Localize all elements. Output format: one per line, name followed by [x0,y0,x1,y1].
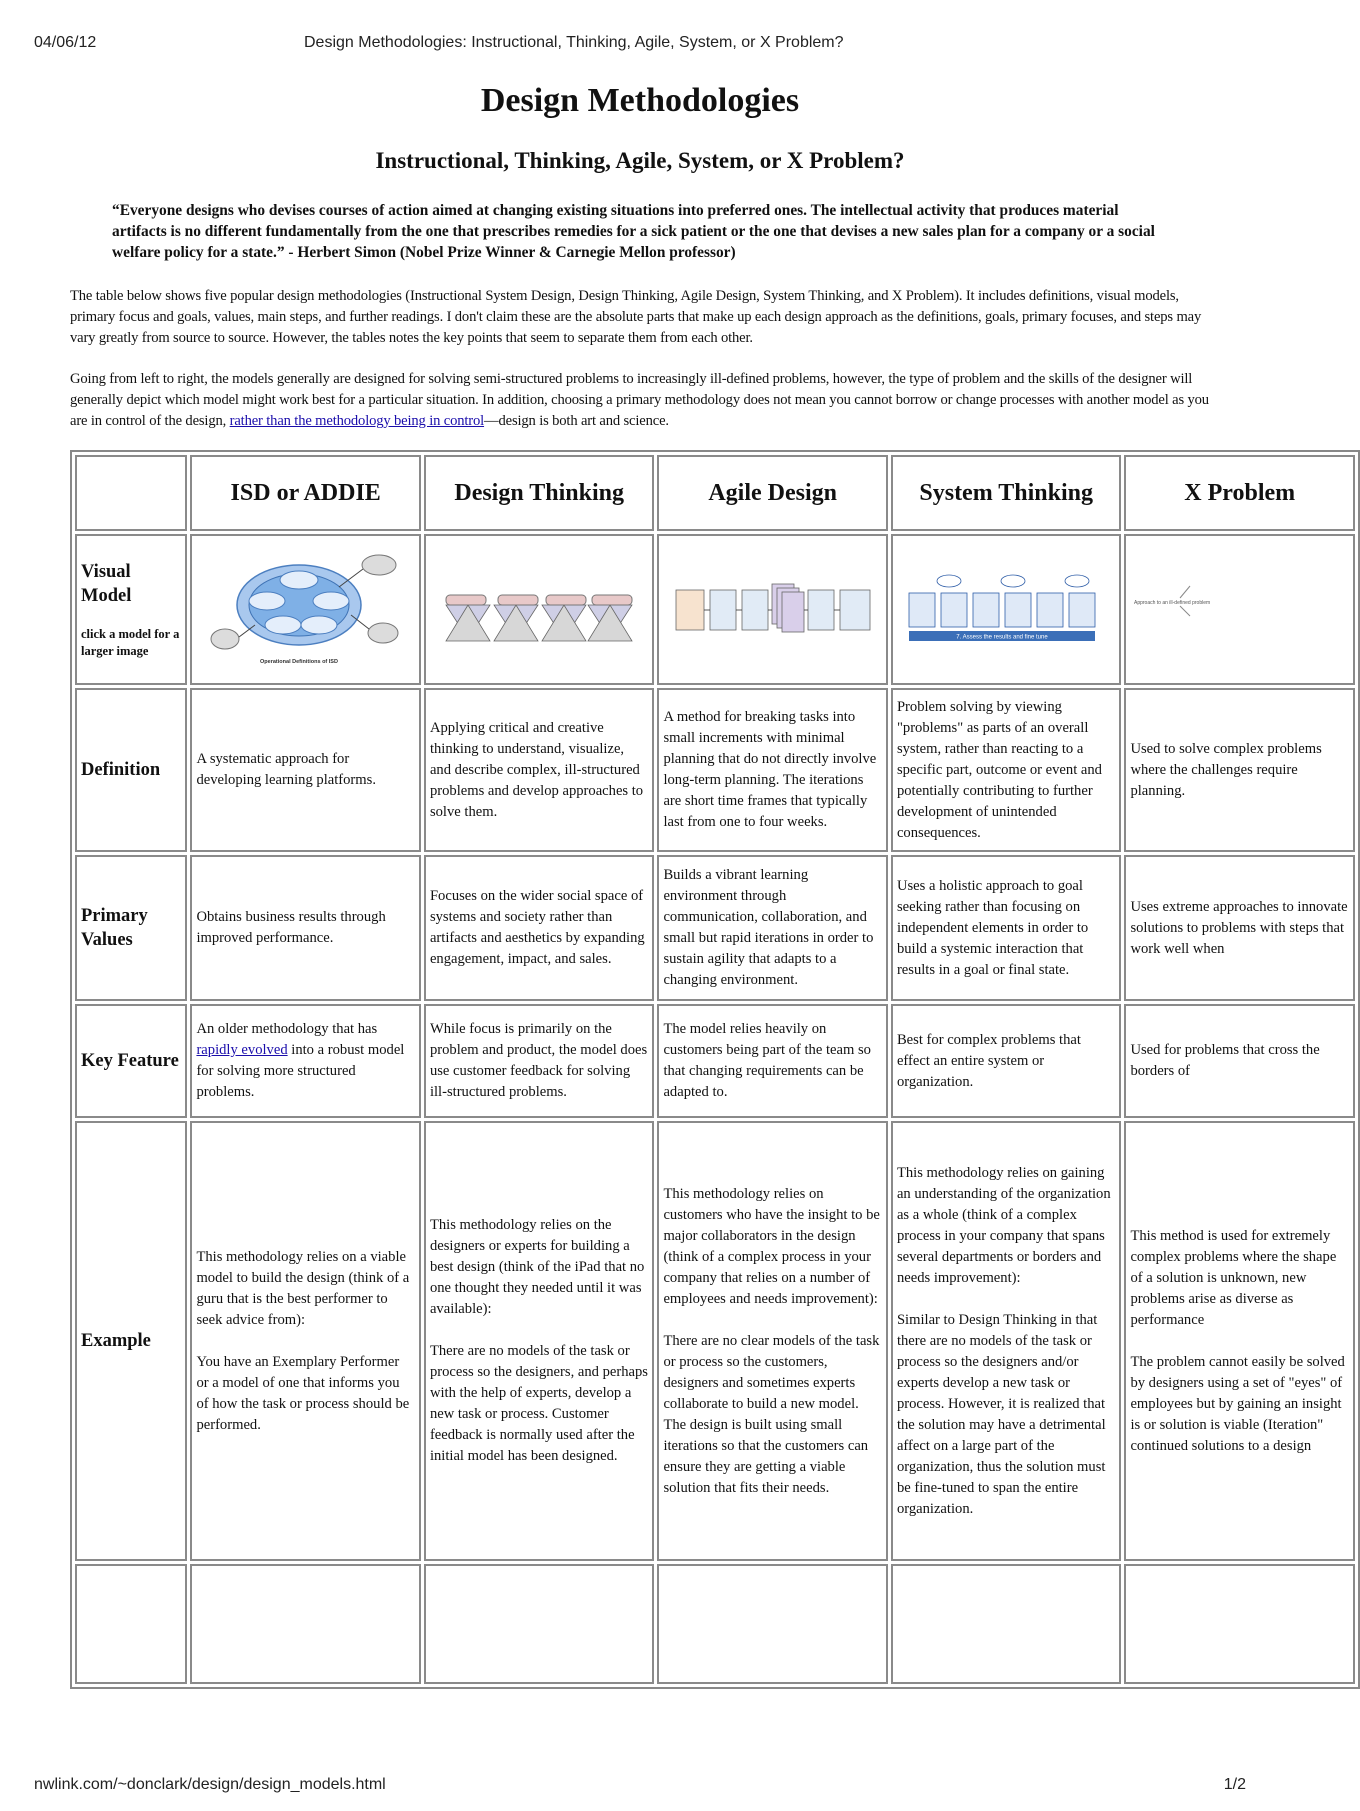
example-agile [657,1121,888,1561]
key-feature-isd-tail: into a robust model for solving more structured problems. [196,1042,405,1100]
isd-model-cell[interactable] [190,534,421,685]
page-subtitle: Instructional, Thinking, Agile, System, or X Problem? [375,148,905,173]
key-feature-design-thinking: While focus is primarily on the problem and product, the model does use customer feedback for solving ill-structured problems. [424,1004,655,1118]
key-feature-row [75,1004,1355,1118]
design-thinking-model-image[interactable] [442,575,637,645]
key-feature-isd [190,1004,421,1118]
print-page-title: Design Methodologies: Instructional, Thinking, Agile, System, or X Problem? [304,34,844,51]
system-thinking-model-image[interactable] [907,571,1105,649]
key-feature-label: Key Feature [75,1004,187,1118]
example-agile-p1: This methodology relies on customers who have the insight to be major collaborators in the design (think of a complex process in your company that relies on a number of employees and needs improvement): [663,1185,880,1307]
example-isd [190,1121,421,1561]
intro-paragraph-1: The table below shows five popular design methodologies (Instructional System Design, Design Thinking, Agile Design, System Thinking, and X Problem). It includes definitions, visual models, primary focus and goals, values, main steps, and further readings. I don't claim these are the absolute parts that make up each design approach as the definitions, goals, primary focuses, and steps may vary greatly from source to source. However, the tables notes the key points that seem to separate them from each other. [70,288,1202,346]
x-problem-model-image[interactable] [1130,576,1211,636]
simon-quote: “Everyone designs who devises courses of action aimed at changing existing situations into preferred ones. The intellectual activity that produces material artifacts is no different fundamentally from the one that prescribes remedies for a sick patient or the one that devises a new sales plan for a company or a social welfare policy for a state.” - Herbert Simon (Nobel Prize Winner & Carnegie Mellon professor) [112,202,1155,261]
example-design-thinking [424,1121,655,1561]
print-url: nwlink.com/~donclark/design/design_models.html [34,1776,386,1793]
definition-label: Definition [75,688,187,852]
next-row-cell [190,1564,421,1684]
values-agile: Builds a vibrant learning environment through communication, collaboration, and small but rapid iterations in order to sustain agility that adapts to a changing environment. [657,855,888,1001]
definition-agile: A method for breaking tasks into small increments with minimal planning that do not directly involve long-term planning. The iterations are short time frames that typically last from one to four weeks. [657,688,888,852]
next-row-cell [891,1564,1122,1684]
values-x-problem: Uses extreme approaches to innovate solutions to problems with steps that work well when [1124,855,1355,1001]
next-row-cell [657,1564,888,1684]
key-feature-isd-text: An older methodology that has [196,1021,378,1037]
definition-row [75,688,1355,852]
rapidly-evolved-link[interactable]: rapidly evolved [196,1042,288,1058]
example-x-p2: The problem cannot easily be solved by designers using a set of "eyes" of employees but by gaining an insight is or solution is viable (Iteration" continued solutions to a design [1130,1353,1345,1454]
intro-2-text: Going from left to right, the models generally are designed for solving semi-structured problems to increasingly ill-defined problems, however, the type of problem and the skills of the designer will generally depict which model might work best for a particular situation. In addition, choosing a primary methodology does not mean you cannot borrow or change processes with another model as you are in control of the design, [70,371,1209,429]
col-head-x-problem: X Problem [1124,455,1355,531]
x-problem-model-cell[interactable] [1124,534,1355,685]
visual-model-label: Visual Model [81,561,132,606]
methods-table-viewport [70,450,1348,1761]
methods-table [70,450,1360,1689]
example-row [75,1121,1355,1561]
key-feature-agile: The model relies heavily on customers being part of the team so that changing requirements can be adapted to. [657,1004,888,1118]
example-label: Example [75,1121,187,1561]
header-row [75,455,1355,531]
key-feature-x-problem: Used for problems that cross the borders of [1124,1004,1355,1118]
example-x-problem [1124,1121,1355,1561]
corner-cell [75,455,187,531]
primary-values-label: Primary Values [75,855,187,1001]
page-title: Design Methodologies [480,82,800,119]
next-row-cell [1124,1564,1355,1684]
example-x-p1: This method is used for extremely complex problems where the shape of a solution is unknown, new problems arise as diverse as performance [1130,1227,1337,1328]
example-isd-p2: You have an Exemplary Performer or a model of one that informs you of how the task or process should be performed. [196,1353,410,1433]
example-system-p1: This methodology relies on gaining an understanding of the organization as a whole (think of a complex process in your company that spans several departments or borders and needs improvement): [896,1164,1111,1286]
col-head-design-thinking: Design Thinking [424,455,655,531]
system-thinking-model-cell[interactable] [891,534,1122,685]
key-feature-system-thinking: Best for complex problems that effect an entire system or organization. [891,1004,1122,1118]
click-model-note: click a model for a larger image [81,626,180,658]
print-header [0,34,1280,56]
visual-model-row [75,534,1355,685]
next-row [75,1564,1355,1684]
agile-model-image[interactable] [674,580,872,640]
example-dt-p2: There are no models of the task or process so the designers, and perhaps with the help of experts, develop a new task or process. Customer feedback is normally used after the initial model has been designed. [429,1343,648,1464]
definition-design-thinking: Applying critical and creative thinking to understand, visualize, and describe complex, ill-structured problems and develop approaches to solve them. [424,688,655,852]
example-dt-p1: This methodology relies on the designers or experts for building a best design (think of the iPad that no one thought they needed until it was available): [429,1217,645,1317]
next-row-label [75,1564,187,1684]
agile-model-cell[interactable] [657,534,888,685]
values-isd: Obtains business results through improved performance. [190,855,421,1001]
print-date: 04/06/12 [34,34,97,51]
isd-model-caption: Operational Definitions of ISD [259,658,338,665]
definition-x-problem: Used to solve complex problems where the challenges require planning. [1124,688,1355,852]
example-agile-p2: There are no clear models of the task or process so the customers, designers and sometimes experts collaborate to build a new model. The design is built using small iterations so that the customers can ensure they are getting a viable solution that fits their needs. [663,1332,880,1496]
methodology-control-link[interactable]: rather than the methodology being in control [229,413,485,429]
example-system-p2: Similar to Design Thinking in that there are no models of the task or process so the designers and/or experts develop a new task or process. However, it is realized that the solution may have a detrimental affect on a large part of the organization, thus the solution must be fine-tuned to span the entire organization. [896,1311,1106,1517]
print-footer [0,1776,1280,1798]
col-head-system-thinking: System Thinking [891,455,1122,531]
visual-model-label-cell [75,534,187,685]
intro-2-tail: —design is both art and science. [484,413,669,429]
print-page-number: 1/2 [1223,1776,1246,1793]
example-isd-p1: This methodology relies on a viable model to build the design (think of a guru that is the best performer to seek advice from): [196,1248,410,1328]
system-model-bar-text: 7. Assess the results and fine tune [956,634,1048,640]
example-system-thinking [891,1121,1122,1561]
definition-system-thinking: Problem solving by viewing "problems" as parts of an overall system, rather than reacting to a specific part, outcome or event and potentially contributing to further development of unintended consequences. [891,688,1122,852]
values-design-thinking: Focuses on the wider social space of systems and society rather than artifacts and aesthetics by expanding engagement, impact, and sales. [424,855,655,1001]
primary-values-row [75,855,1355,1001]
next-row-cell [424,1564,655,1684]
design-thinking-model-cell[interactable] [424,534,655,685]
x-model-text: Approach to an ill-defined problem [1134,600,1211,606]
col-head-agile: Agile Design [657,455,888,531]
intro-paragraph-2 [70,369,1215,432]
definition-isd: A systematic approach for developing learning platforms. [190,688,421,852]
values-system-thinking: Uses a holistic approach to goal seeking rather than focusing on independent elements in order to build a systemic interaction that results in a goal or final state. [891,855,1122,1001]
col-head-isd: ISD or ADDIE [190,455,421,531]
isd-model-image[interactable] [211,551,401,669]
